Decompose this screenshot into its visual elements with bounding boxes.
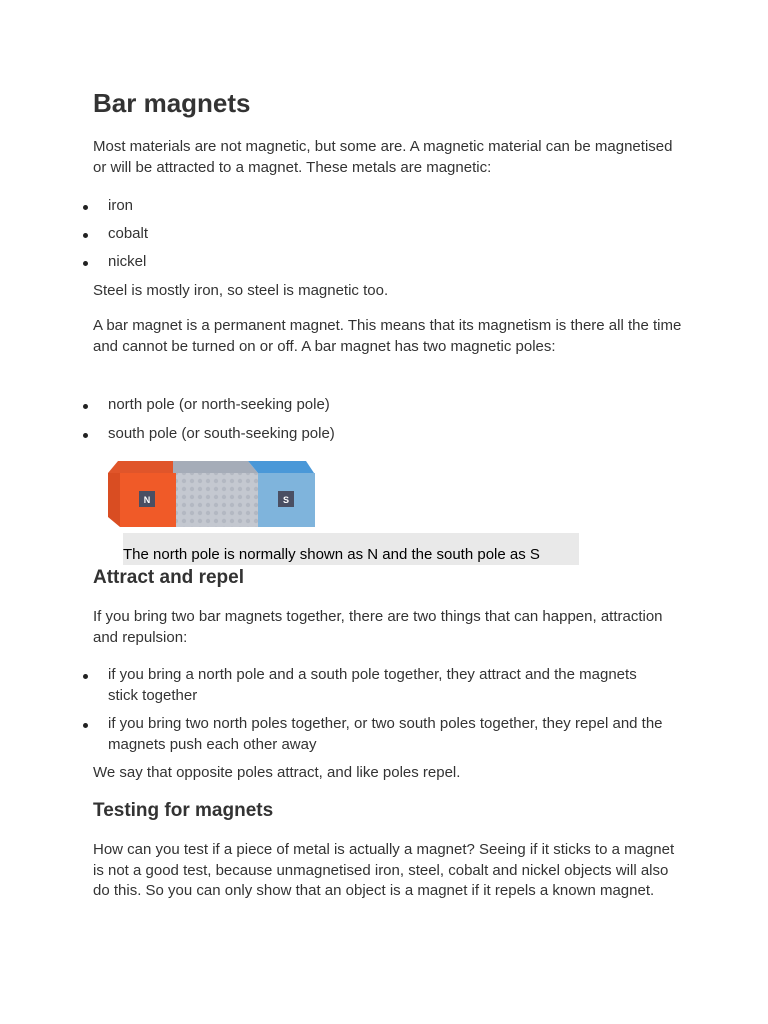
repel-item-text: if you bring two north poles together, or two south poles together, they repel and the magnets push each other away — [108, 715, 663, 753]
north-top-face — [108, 461, 173, 473]
middle-dots — [176, 473, 258, 527]
metal-label: iron — [108, 197, 134, 214]
south-label: S — [282, 495, 290, 505]
north-label: N — [143, 495, 151, 505]
bullet-icon — [83, 674, 88, 679]
bullet-icon — [83, 205, 88, 210]
attract-intro-paragraph: If you bring two bar magnets together, there are two things that can happen, attraction and repulsion: — [93, 608, 663, 646]
permanent-magnet-paragraph: A bar magnet is a permanent magnet. This means that its magnetism is there all the time and cannot be turned on or off. A bar magnet has two magnetic poles: — [93, 317, 682, 355]
list-item — [93, 196, 668, 217]
bullet-icon — [83, 261, 88, 266]
magnet-caption-box — [123, 533, 579, 565]
north-side-face — [108, 473, 120, 527]
list-item — [93, 424, 668, 445]
metal-label: nickel — [108, 253, 147, 270]
attract-list — [93, 665, 668, 755]
list-item — [93, 252, 668, 273]
bullet-icon — [83, 404, 88, 409]
bullet-icon — [83, 433, 88, 438]
page-title: Bar magnets — [93, 88, 251, 118]
testing-paragraph: How can you test if a piece of metal is actually a magnet? Seeing if it sticks to a magnet is not a good test, because unmagnetised iron, steel, cobalt and nickel objects will also do this. So you can only show that an object is a magnet if it repels a known magnet. — [93, 841, 675, 899]
list-item — [93, 714, 668, 755]
bullet-icon — [83, 233, 88, 238]
magnet-caption: The north pole is normally shown as N and the south pole as S — [123, 546, 540, 563]
section-heading-testing: Testing for magnets — [93, 800, 274, 821]
steel-paragraph: Steel is mostly iron, so steel is magnetic too. — [93, 282, 389, 299]
poles-list — [93, 395, 668, 444]
poles-summary-paragraph: We say that opposite poles attract, and like poles repel. — [93, 764, 461, 781]
intro-paragraph: Most materials are not magnetic, but some are. A magnetic material can be magnetised or will be attracted to a magnet. These metals are magnetic: — [93, 138, 673, 176]
section-heading-attract: Attract and repel — [93, 567, 244, 588]
list-item — [93, 665, 668, 706]
list-item — [93, 224, 668, 245]
pole-label: south pole (or south-seeking pole) — [108, 424, 335, 442]
bullet-icon — [83, 723, 88, 728]
pole-label: north pole (or north-seeking pole) — [108, 396, 330, 413]
bar-magnet-illustration — [108, 461, 315, 527]
south-top-face — [248, 461, 314, 473]
list-item — [93, 395, 668, 416]
middle-top-face — [173, 461, 258, 473]
metal-label: cobalt — [108, 225, 149, 242]
metals-list — [93, 196, 668, 273]
attract-item-text: if you bring a north pole and a south pole together, they attract and the magnets stick together — [108, 666, 637, 704]
